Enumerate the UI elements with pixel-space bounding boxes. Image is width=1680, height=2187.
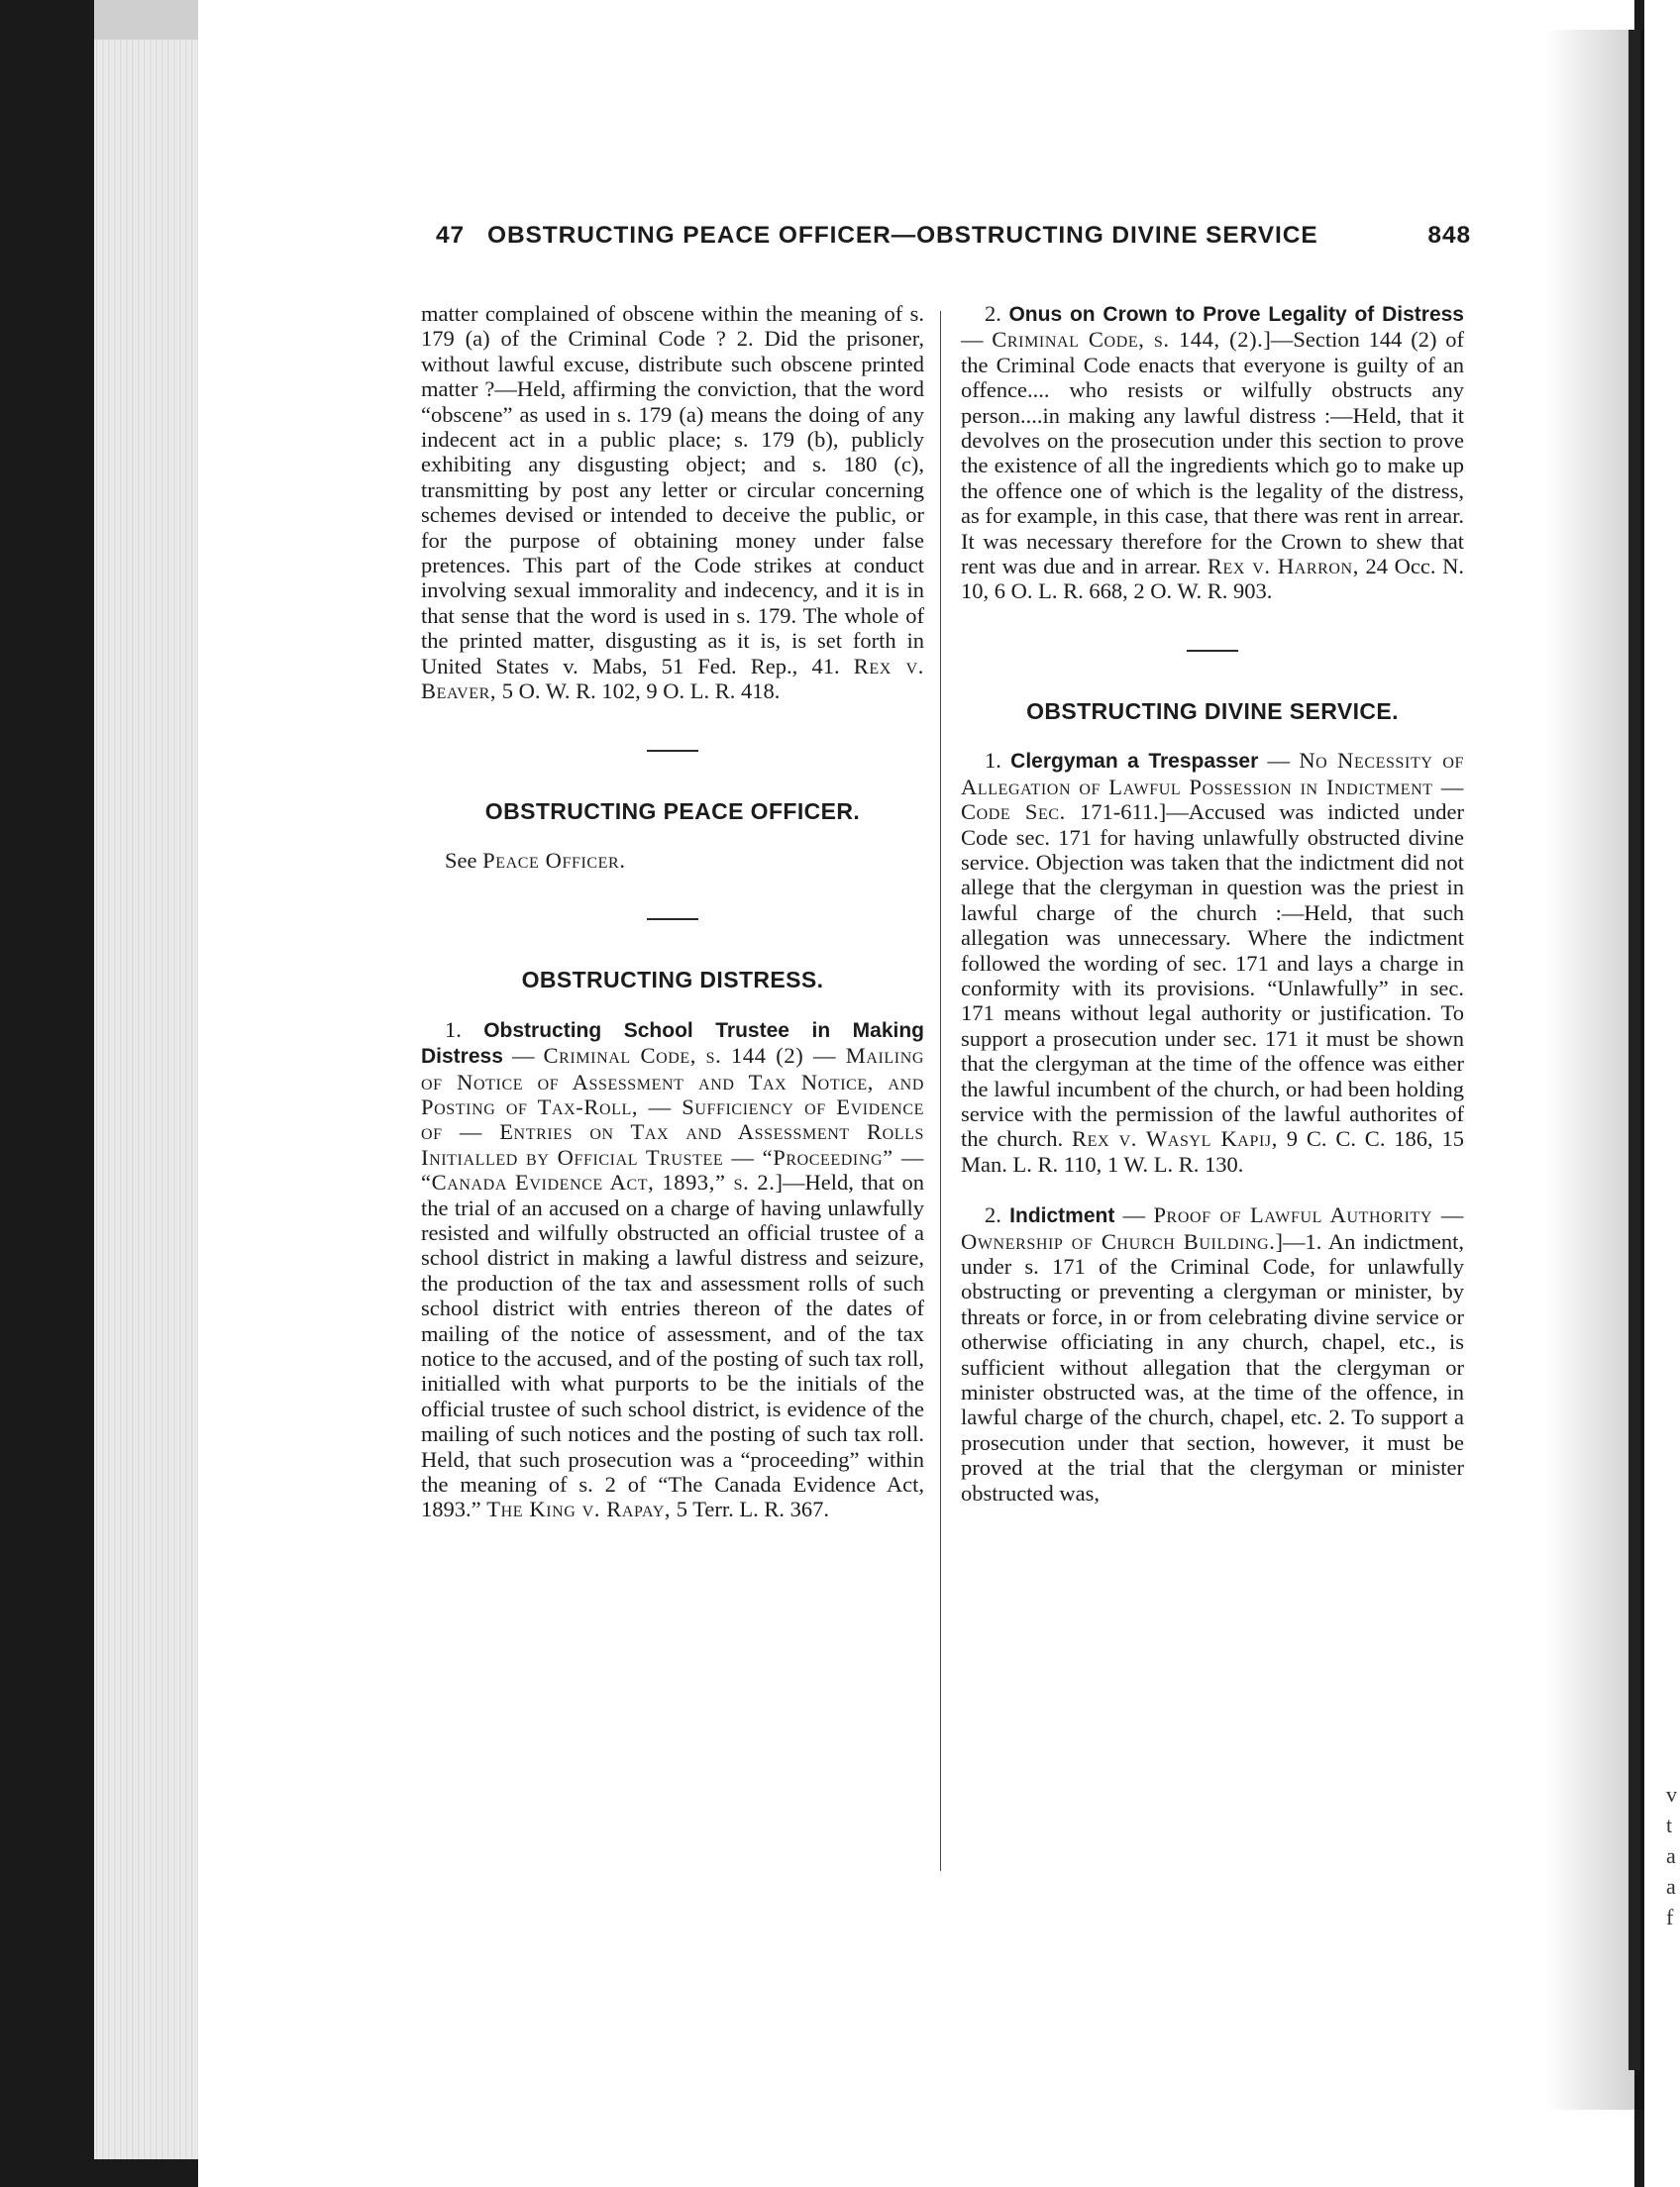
entry-distress-2: 2. Onus on Crown to Prove Legality of Distress — Criminal Code, s. 144, (2).]—Section 144 (2) of the Criminal Code enacts that everyone is guilty of an offence.... who resists or wilfully obstructs any person....in making any lawful distress :—Held, that it devolves on the prosecution under this section to prove the existence of all the ingredients which go to make up the offence one of which is the legality of the distress, as for example, in this case, that there was rent in arrear. It was necessary therefore for the Crown to shew that rent was due and in arrear. Rex v. Harron, 24 Occ. N. 10, 6 O. L. R. 668, 2 O. W. R. 903. bbox=[961, 301, 1465, 604]
section-separator bbox=[647, 750, 698, 752]
entry-divine-2: 2. Indictment — Proof of Lawful Authority — Ownership of Church Building.]—1. An indictment, under s. 171 of the Criminal Code, for unlawfully obstructing or preventing a clergyman or minister, by threats or force, in or from celebrating divine service or otherwise officiating in any church, chapel, etc., is sufficient without allegation that the clergyman or minister obstructed was, at the time of the offence, in lawful charge of the church, chapel, etc. 2. To support a prosecution under that section, however, it must be proved at the trial that the clergyman or minister obstructed was, bbox=[961, 1202, 1465, 1506]
left-column bbox=[421, 301, 924, 1522]
section-heading-distress: OBSTRUCTING DISTRESS. bbox=[521, 967, 824, 993]
column-divider bbox=[940, 311, 941, 1871]
section-separator bbox=[647, 918, 698, 920]
entry-title: Indictment bbox=[1009, 1204, 1115, 1228]
section-separator bbox=[1187, 650, 1238, 652]
entry-caption: Criminal Code, s. 144 (2) — Mailing of Notice of Assessment and Tax Notice, and Posting of Tax-Roll, — Sufficiency of Evidence of — Entries on Tax and Assessment Rolls Initialled by Official Trustee — “Proceeding” — “Canada Evidence Act, 1893,” s. 2. bbox=[421, 1043, 925, 1196]
case-citation: Rex v. Wasyl Kapij, bbox=[1072, 1126, 1278, 1152]
entry-divine-1: 1. Clergyman a Trespasser — No Necessity of Allegation of Lawful Possession in Indictment — Code Sec. 171-611.]—Accused was indicted under Code sec. 171 for having unlawfully obstructed divine service. Objection was taken that the indictment did not allege that the clergyman in question was the priest in lawful charge of the church :—Held, that such allegation was unnecessary. Where the indictment followed the wording of sec. 171 and lays a charge in conformity with its provisions. “Unlawfully” in sec. 171 means without legal authority or justification. To support a prosecution under sec. 171 it must be shown that the clergyman at the time of the offence was either the lawful incumbent of the church, or had been holding service with the permission of the lawful authorites of the church. Rex v. Wasyl Kapij, 9 C. C. C. 186, 15 Man. L. R. 110, 1 W. L. R. 130. bbox=[961, 748, 1465, 1177]
facing-page-fragment bbox=[1666, 1779, 1680, 1932]
book-spine bbox=[1628, 30, 1640, 2070]
entry-distress-1: 1. Obstructing School Trustee in Making Distress — Criminal Code, s. 144 (2) — Mailing of Notice of Assessment and Tax Notice, and Posting of Tax-Roll, — Sufficiency of Evidence of — Entries on Tax and Assessment Rolls Initialled by Official Trustee — “Proceeding” — “Canada Evidence Act, 1893,” s. 2.]—Held, that on the trial of an accused on a charge of having unlawfully resisted and wilfully obstructed an official trustee of a school district in making a lawful distress and seizure, the production of the tax and assessment rolls of such school district with entries thereon of the dates of mailing of the notice of assessment, and of the tax notice to the accused, and of the posting of such tax roll, initialled with what purports to be the initials of the official trustee of such school district, is evidence of the mailing of such notices and the posting of such tax roll. Held, that such prosecution was a “proceeding” within the meaning of s. 2 of “The Canada Evidence Act, 1893.” The King v. Rapay, 5 Terr. L. R. 367. bbox=[421, 1016, 925, 1522]
fragment-letter: v bbox=[1666, 1782, 1677, 1807]
cross-reference: See Peace Officer. bbox=[445, 847, 626, 873]
section-heading-divine-service: OBSTRUCTING DIVINE SERVICE. bbox=[1026, 697, 1399, 724]
entry-title: Obstructing School Trustee in Making Distress bbox=[421, 1018, 925, 1069]
section-heading-peace-officer: OBSTRUCTING PEACE OFFICER. bbox=[484, 797, 861, 824]
fragment-letter: t bbox=[1666, 1813, 1673, 1837]
entry-title: Clergyman a Trespasser bbox=[1010, 750, 1259, 774]
entry-caption: Proof of Lawful Authority — Ownership of Church Building. bbox=[961, 1202, 1465, 1254]
running-title: OBSTRUCTING PEACE OFFICER—OBSTRUCTING DIVINE SERVICE bbox=[487, 222, 1318, 249]
fragment-letter: f bbox=[1666, 1905, 1674, 1929]
entry-caption: Criminal Code, s. 144, (2). bbox=[992, 327, 1264, 353]
cross-reference-target: Peace Officer. bbox=[482, 847, 626, 873]
entry-caption: No Necessity of Allegation of Lawful Possession in Indictment — Code Sec. bbox=[961, 748, 1465, 825]
page-number-right: 848 bbox=[1427, 222, 1471, 249]
case-citation: The King v. Rapay, bbox=[486, 1497, 672, 1522]
fragment-letter: a bbox=[1666, 1843, 1676, 1868]
case-citation: Rex v. Beaver, bbox=[421, 653, 925, 704]
entry-title: Onus on Crown to Prove Legality of Distress bbox=[1008, 303, 1464, 326]
continued-entry: matter complained of obscene within the meaning of s. 179 (a) of the Criminal Code ? 2. Did the prisoner, without lawful excuse, distribute such obscene printed matter ?—Held, affirming the conviction, that the word “obscene” as used in s. 179 (a) means the doing of any indecent act in a public place; s. 179 (b), publicly exhibiting any disgusting object; and s. 180 (c), transmitting by post any letter or circular concerning schemes devised or intended to deceive the public, or for the purpose of obtaining money under false pretences. This part of the Code strikes at conduct involving sexual immorality and indecency, and it is in that sense that the word is used in s. 179. The whole of the printed matter, disgusting as it is, is set forth in United States v. Mabs, 51 Fed. Rep., 41. Rex v. Beaver, 5 O. W. R. 102, 9 O. L. R. 418. bbox=[421, 301, 925, 704]
fragment-letter: a bbox=[1666, 1874, 1676, 1899]
page-number-left: 47 bbox=[436, 222, 466, 249]
spacer bbox=[961, 1177, 1464, 1202]
right-column bbox=[961, 301, 1464, 1506]
case-citation: Rex v. Harron, bbox=[1207, 554, 1359, 579]
